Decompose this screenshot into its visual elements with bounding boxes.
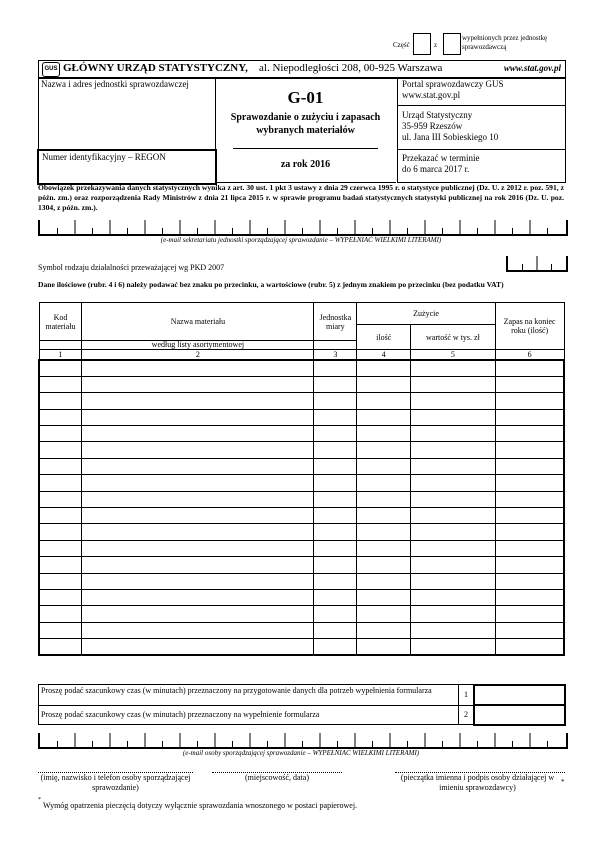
table-cell[interactable] <box>357 622 411 638</box>
col-num-5: 5 <box>411 350 496 361</box>
unit-name-label: Nazwa i adres jednostki sprawozdawczej <box>41 79 189 89</box>
table-cell[interactable] <box>495 376 564 392</box>
table-cell[interactable] <box>411 475 496 491</box>
table-cell[interactable] <box>411 606 496 622</box>
gus-logo-icon: GUS <box>42 62 60 77</box>
table-cell[interactable] <box>314 540 357 556</box>
parts-note: wypełnionych przez jednostkę sprawozdawczą <box>462 34 548 51</box>
materials-table <box>38 302 565 656</box>
table-cell[interactable] <box>411 508 496 524</box>
table-cell[interactable] <box>314 393 357 409</box>
deadline-line2: do 6 marca 2017 r. <box>402 164 470 174</box>
table-cell[interactable] <box>495 606 564 622</box>
signature-footnote-mark: * <box>561 778 565 786</box>
col-header-quantity: ilość <box>357 325 411 350</box>
table-cell[interactable] <box>314 426 357 442</box>
table-cell[interactable] <box>82 393 314 409</box>
table-cell[interactable] <box>82 589 314 605</box>
table-cell[interactable] <box>39 524 82 540</box>
table-cell[interactable] <box>411 639 496 655</box>
table-cell[interactable] <box>357 393 411 409</box>
place-date-caption: (miejscowość, data) <box>245 773 309 782</box>
total-parts-field[interactable] <box>443 33 461 55</box>
table-cell[interactable] <box>39 360 82 376</box>
regon-box[interactable] <box>37 149 217 185</box>
authorized-signature-caption: (pieczątka imienna i podpis osoby działającej w imieniu sprawozdawcy) <box>400 773 555 792</box>
table-cell[interactable] <box>314 639 357 655</box>
table-cell[interactable] <box>39 409 82 425</box>
table-cell[interactable] <box>357 491 411 507</box>
table-row <box>39 540 564 556</box>
table-cell[interactable] <box>411 540 496 556</box>
table-cell[interactable] <box>495 458 564 474</box>
table-cell[interactable] <box>495 524 564 540</box>
col-header-name-sub: według listy asortymentowej <box>82 341 314 350</box>
table-cell[interactable] <box>411 409 496 425</box>
table-cell[interactable] <box>39 540 82 556</box>
table-cell[interactable] <box>314 491 357 507</box>
table-cell[interactable] <box>314 622 357 638</box>
time-question-2: Proszę podać szacunkowy czas (w minutach) przeznaczony na wypełnienie formularza <box>38 705 459 725</box>
preparer-signature-caption: (imię, nazwisko i telefon osoby sporządzającej sprawozdanie) <box>40 773 191 792</box>
table-row <box>39 622 564 638</box>
table-cell[interactable] <box>314 458 357 474</box>
table-cell[interactable] <box>357 589 411 605</box>
col-header-code: Kod materiału <box>39 303 82 341</box>
footnote-text: Wymóg opatrzenia pieczęcią dotyczy wyłącznie sprawozdania wnoszonego w postaci papierowej. <box>43 801 358 810</box>
table-cell[interactable] <box>82 409 314 425</box>
recipient-street: ul. Jana III Sobieskiego 10 <box>402 132 499 142</box>
table-cell[interactable] <box>357 376 411 392</box>
col-header-stock: Zapas na koniec roku (ilość) <box>495 303 564 350</box>
table-cell[interactable] <box>82 491 314 507</box>
recipient-postcode: 35-959 Rzeszów <box>402 121 463 131</box>
table-cell[interactable] <box>39 393 82 409</box>
office-name: GŁÓWNY URZĄD STATYSTYCZNY, <box>63 62 248 74</box>
table-cell[interactable] <box>314 557 357 573</box>
table-cell[interactable] <box>495 475 564 491</box>
data-note: Dane ilościowe (rubr. 4 i 6) należy podawać bez znaku po przecinku, a wartościowe (rubr. 5) z jednym znakiem po przecinku (bez podatku VAT) <box>38 280 504 289</box>
col-header-value: wartość w tys. zł <box>411 325 496 350</box>
table-cell[interactable] <box>411 442 496 458</box>
table-cell[interactable] <box>495 540 564 556</box>
table-cell[interactable] <box>82 606 314 622</box>
unit-name-box[interactable] <box>38 77 216 150</box>
table-row <box>39 573 564 589</box>
table-cell[interactable] <box>357 573 411 589</box>
table-row <box>39 475 564 491</box>
table-cell[interactable] <box>82 508 314 524</box>
table-cell[interactable] <box>314 524 357 540</box>
table-cell[interactable] <box>357 557 411 573</box>
table-cell[interactable] <box>411 360 496 376</box>
table-cell[interactable] <box>357 524 411 540</box>
table-cell[interactable] <box>39 442 82 458</box>
col-num-2: 2 <box>82 350 314 361</box>
table-cell[interactable] <box>357 458 411 474</box>
time-question-2-number: 2 <box>458 705 474 725</box>
table-cell[interactable] <box>39 573 82 589</box>
footnote-mark: * <box>38 797 41 803</box>
table-cell[interactable] <box>39 639 82 655</box>
table-cell[interactable] <box>314 589 357 605</box>
recipient-panel <box>397 77 566 183</box>
table-cell[interactable] <box>39 606 82 622</box>
table-cell[interactable] <box>495 409 564 425</box>
table-cell[interactable] <box>411 426 496 442</box>
table-cell[interactable] <box>82 442 314 458</box>
regon-label: Numer identyfikacyjny – REGON <box>42 152 166 162</box>
table-cell[interactable] <box>411 557 496 573</box>
table-cell[interactable] <box>314 606 357 622</box>
table-cell[interactable] <box>82 573 314 589</box>
table-row <box>39 557 564 573</box>
table-cell[interactable] <box>82 475 314 491</box>
table-row <box>39 639 564 655</box>
table-cell[interactable] <box>495 557 564 573</box>
table-cell[interactable] <box>495 508 564 524</box>
person-email-cell-dividers <box>40 733 566 747</box>
table-cell[interactable] <box>411 622 496 638</box>
table-cell[interactable] <box>357 360 411 376</box>
time-questions <box>38 684 564 724</box>
table-cell[interactable] <box>314 475 357 491</box>
portal-title: Portal sprawozdawczy GUS <box>402 79 504 89</box>
time-question-1: Proszę podać szacunkowy czas (w minutach) przeznaczony na przygotowanie danych dla potrzeb wypełnienia formularza <box>38 684 459 706</box>
table-cell[interactable] <box>82 557 314 573</box>
table-cell[interactable] <box>495 442 564 458</box>
table-cell[interactable] <box>495 491 564 507</box>
secretariat-email-field[interactable] <box>38 220 568 236</box>
time-answer-2-field[interactable] <box>473 704 566 726</box>
table-cell[interactable] <box>357 409 411 425</box>
table-cell[interactable] <box>357 606 411 622</box>
col-header-unit: Jednostka miary <box>314 303 357 341</box>
table-cell[interactable] <box>82 622 314 638</box>
form-code: G-01 <box>287 88 324 107</box>
table-cell[interactable] <box>314 376 357 392</box>
col-header-usage: Zużycie <box>357 303 495 325</box>
table-row <box>39 360 564 376</box>
table-cell[interactable] <box>314 409 357 425</box>
report-year: za rok 2016 <box>280 159 331 170</box>
pkd-label: Symbol rodzaju działalności przeważającej wg PKD 2007 <box>38 263 225 272</box>
of-label: z <box>434 41 438 49</box>
table-cell[interactable] <box>411 458 496 474</box>
office-address: al. Niepodległości 208, 00-925 Warszawa <box>259 62 443 74</box>
portal-url[interactable]: www.stat.gov.pl <box>402 90 461 100</box>
person-email-caption: (e-mail osoby sporządzającej sprawozdanie – WYPEŁNIAĆ WIELKIMI LITERAMI) <box>182 749 420 757</box>
table-row <box>39 442 564 458</box>
col-num-6: 6 <box>495 350 564 361</box>
pkd-code-field[interactable] <box>506 256 568 272</box>
table-cell[interactable] <box>39 622 82 638</box>
table-cell[interactable] <box>411 573 496 589</box>
deadline-line1: Przekazać w terminie <box>402 153 480 163</box>
table-cell[interactable] <box>411 491 496 507</box>
table-cell[interactable] <box>495 589 564 605</box>
table-cell[interactable] <box>411 376 496 392</box>
email-cell-dividers <box>40 220 566 234</box>
person-email-field[interactable] <box>38 733 568 749</box>
table-row <box>39 508 564 524</box>
table-cell[interactable] <box>39 426 82 442</box>
table-cell[interactable] <box>39 475 82 491</box>
website: www.stat.gov.pl <box>503 63 561 73</box>
col-num-4: 4 <box>357 350 411 361</box>
table-row <box>39 409 564 425</box>
table-cell[interactable] <box>357 508 411 524</box>
table-cell[interactable] <box>39 589 82 605</box>
secretariat-email-caption: (e-mail sekretariatu jednostki sporządzającej sprawozdanie – WYPEŁNIAĆ WIELKIMI LITERAMI) <box>160 236 442 244</box>
part-number-field[interactable] <box>413 33 431 55</box>
table-cell[interactable] <box>357 540 411 556</box>
table-cell[interactable] <box>357 639 411 655</box>
table-cell[interactable] <box>495 622 564 638</box>
table-cell[interactable] <box>495 426 564 442</box>
table-cell[interactable] <box>495 393 564 409</box>
table-cell[interactable] <box>82 639 314 655</box>
table-cell[interactable] <box>314 442 357 458</box>
table-cell[interactable] <box>82 426 314 442</box>
table-cell[interactable] <box>39 376 82 392</box>
table-cell[interactable] <box>357 475 411 491</box>
part-label: Część <box>393 41 410 49</box>
table-cell[interactable] <box>357 426 411 442</box>
table-cell[interactable] <box>495 573 564 589</box>
col-num-3: 3 <box>314 350 357 361</box>
pkd-cell-dividers <box>508 256 566 270</box>
recipient-office: Urząd Statystyczny <box>402 110 473 120</box>
table-row <box>39 524 564 540</box>
time-question-1-number: 1 <box>458 684 474 706</box>
table-row <box>39 376 564 392</box>
col-header-name: Nazwa materiału <box>82 303 314 341</box>
table-cell[interactable] <box>314 360 357 376</box>
form-title: Sprawozdanie o zużyciu i zapasach wybranych materiałów <box>230 112 381 136</box>
table-cell[interactable] <box>495 360 564 376</box>
table-cell[interactable] <box>39 458 82 474</box>
table-cell[interactable] <box>82 524 314 540</box>
table-cell[interactable] <box>357 442 411 458</box>
table-row <box>39 458 564 474</box>
table-cell[interactable] <box>82 540 314 556</box>
time-answer-1-field[interactable] <box>473 684 566 706</box>
col-num-1: 1 <box>39 350 82 361</box>
legal-basis: Obowiązek przekazywania danych statystycznych wynika z art. 30 ust. 1 pkt 3 ustawy z dnia 29 czerwca 1995 r. o statystyce publicznej (Dz. U. z 2012 r. poz. 591, z późn. zm.) oraz rozporządzenia Rady Ministrów z dnia 21 lipca 2015 r. w sprawie programu badań statystycznych statystyki publicznej na rok 2016 (Dz. U. poz. 1304, z późn. zm.). <box>38 183 564 212</box>
table-cell[interactable] <box>39 491 82 507</box>
table-cell[interactable] <box>39 508 82 524</box>
table-cell[interactable] <box>82 360 314 376</box>
table-cell[interactable] <box>82 376 314 392</box>
table-cell[interactable] <box>411 524 496 540</box>
table-cell[interactable] <box>495 639 564 655</box>
table-row <box>39 606 564 622</box>
table-cell[interactable] <box>314 573 357 589</box>
table-row <box>39 393 564 409</box>
table-row <box>39 426 564 442</box>
table-cell[interactable] <box>411 589 496 605</box>
table-row <box>39 491 564 507</box>
form-title-panel <box>215 77 396 183</box>
table-cell[interactable] <box>411 393 496 409</box>
table-row <box>39 589 564 605</box>
table-cell[interactable] <box>82 458 314 474</box>
table-cell[interactable] <box>39 557 82 573</box>
table-cell[interactable] <box>314 508 357 524</box>
